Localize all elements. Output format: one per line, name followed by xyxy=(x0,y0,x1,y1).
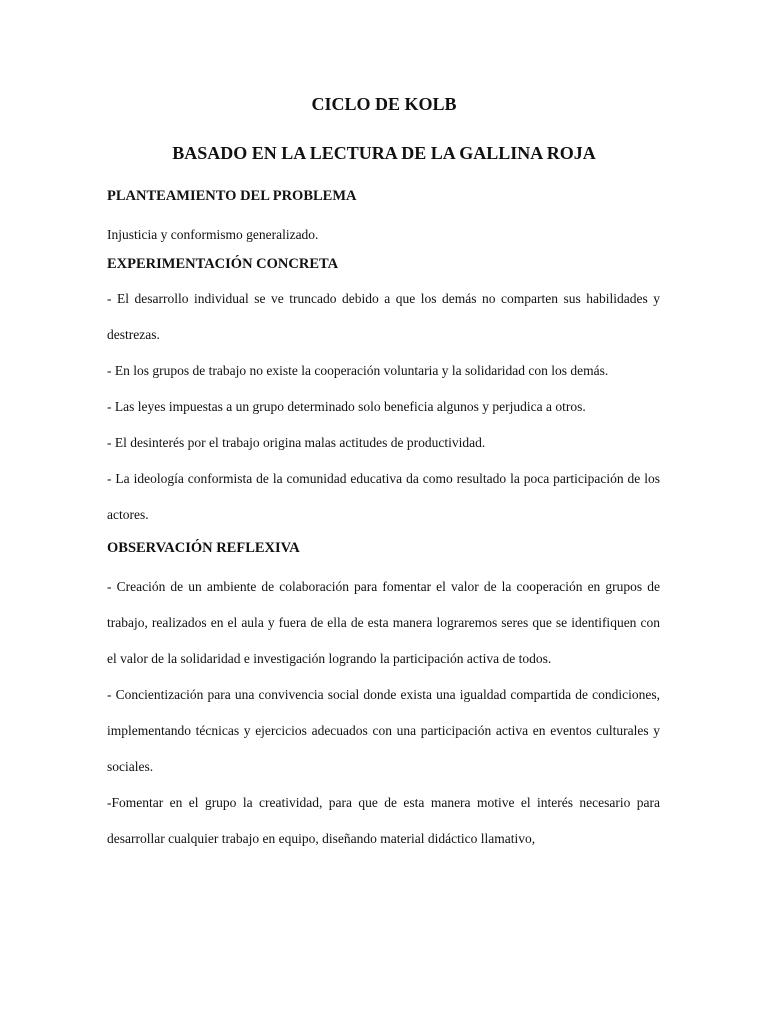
paragraph: - Concientización para una convivencia social donde exista una igualdad compartida de condiciones, implementando técnicas y ejercicios adecuados con una participación activa en eventos culturales y sociales. xyxy=(107,687,660,774)
section-heading-observacion: OBSERVACIÓN REFLEXIVA xyxy=(107,540,300,556)
paragraph: - Las leyes impuestas a un grupo determinado solo beneficia algunos y perjudica a otros. xyxy=(107,399,586,414)
paragraph: - Creación de un ambiente de colaboración para fomentar el valor de la cooperación en grupos de trabajo, realizados en el aula y fuera de ella de esta manera lograremos seres que se identifiquen con el valor de la solidaridad e investigación logrando la participación activa de todos. xyxy=(107,579,660,666)
section-heading-planteamiento: PLANTEAMIENTO DEL PROBLEMA xyxy=(107,188,357,204)
paragraph: - El desinterés por el trabajo origina malas actitudes de productividad. xyxy=(107,435,486,450)
document-body xyxy=(107,185,660,857)
paragraph: -Fomentar en el grupo la creatividad, para que de esta manera motive el interés necesario para desarrollar cualquier trabajo en equipo, diseñando material didáctico llamativo, xyxy=(107,795,660,846)
paragraph: - En los grupos de trabajo no existe la cooperación voluntaria y la solidaridad con los demás. xyxy=(107,363,609,378)
section-heading-experimentacion: EXPERIMENTACIÓN CONCRETA xyxy=(107,256,339,272)
document-title: CICLO DE KOLB xyxy=(311,94,457,114)
paragraph: - La ideología conformista de la comunidad educativa da como resultado la poca participación de los actores. xyxy=(107,471,660,522)
document-subtitle: BASADO EN LA LECTURA DE LA GALLINA ROJA xyxy=(172,143,596,163)
paragraph: Injusticia y conformismo generalizado. xyxy=(107,227,319,242)
paragraph: - El desarrollo individual se ve truncado debido a que los demás no comparten sus habilidades y destrezas. xyxy=(107,291,660,342)
